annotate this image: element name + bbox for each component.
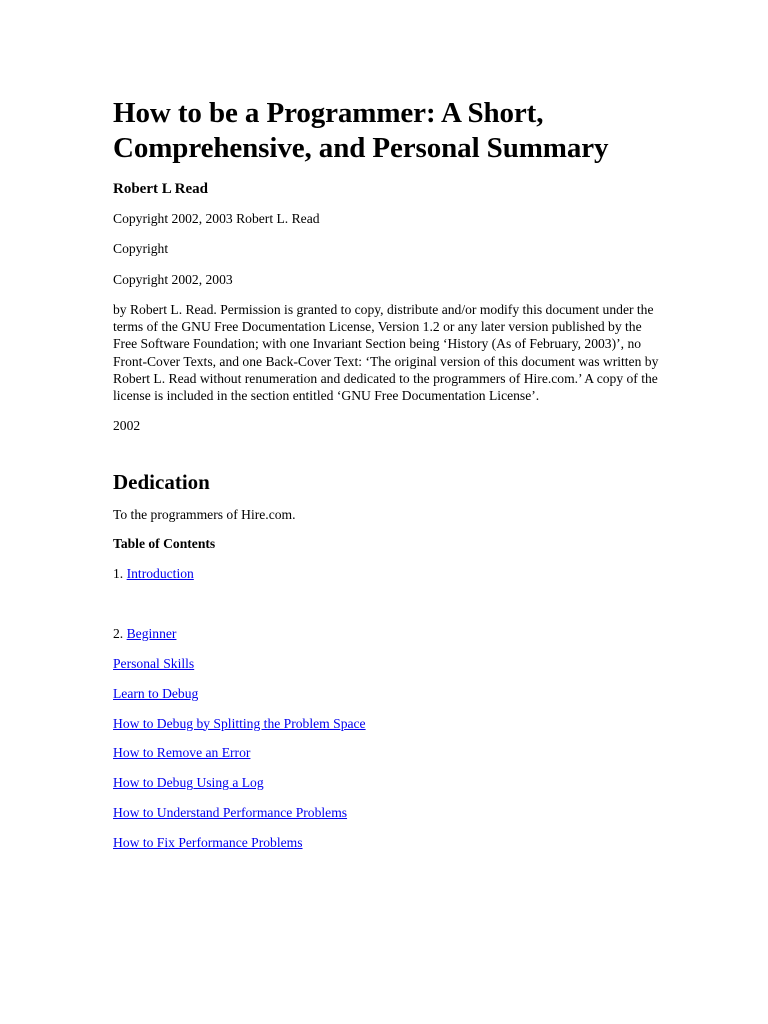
toc-link-learn-to-debug[interactable]: Learn to Debug <box>113 685 199 701</box>
toc-link-introduction[interactable]: Introduction <box>126 566 194 582</box>
dedication-heading: Dedication <box>113 469 210 494</box>
toc-item <box>113 565 673 582</box>
toc-link-understand-performance[interactable]: How to Understand Performance Problems <box>113 805 348 821</box>
toc-link-debug-splitting[interactable]: How to Debug by Splitting the Problem Space <box>113 715 366 731</box>
toc-item <box>113 744 673 761</box>
table-of-contents <box>113 565 673 851</box>
author-name: Robert L Read <box>113 181 208 197</box>
permission-notice: by Robert L. Read. Permission is granted to copy, distribute and/or modify this document under the terms of the GNU Free Documentation License, Version 1.2 or any later version published by the Free Software Foundation; with one Invariant Section being ‘History (As of February, 2003)’, no Front-Cover Texts, and one Back-Cover Text: ‘The original version of this document was written by Robert L. Read without renumeration and dedicated to the programmers of Hire.com.’ A copy of the license is included in the section entitled ‘GNU Free Documentation License’. <box>113 301 659 404</box>
toc-link-beginner[interactable]: Beginner <box>126 625 177 641</box>
toc-link-fix-performance[interactable]: How to Fix Performance Problems <box>113 835 303 851</box>
document-title: How to be a Programmer: A Short, Comprehensive, and Personal Summary <box>113 97 609 164</box>
document-body <box>113 96 673 852</box>
toc-item-number: 2. <box>113 625 124 641</box>
toc-link-personal-skills[interactable]: Personal Skills <box>113 655 195 671</box>
toc-item <box>113 804 673 821</box>
toc-item <box>113 625 673 642</box>
toc-item <box>113 655 673 672</box>
toc-item <box>113 715 673 732</box>
toc-item <box>113 685 673 702</box>
dedication-text: To the programmers of Hire.com. <box>113 506 296 522</box>
toc-item <box>113 774 673 791</box>
toc-item-number: 1. <box>113 566 124 582</box>
publication-year: 2002 <box>113 417 141 433</box>
copyright-line: Copyright 2002, 2003 Robert L. Read <box>113 211 320 226</box>
toc-item <box>113 834 673 851</box>
toc-heading: Table of Contents <box>113 536 216 552</box>
copyright-line: Copyright 2002, 2003 <box>113 271 233 287</box>
toc-link-debug-log[interactable]: How to Debug Using a Log <box>113 775 264 791</box>
copyright-line: Copyright <box>113 241 169 257</box>
toc-link-remove-error[interactable]: How to Remove an Error <box>113 745 251 761</box>
